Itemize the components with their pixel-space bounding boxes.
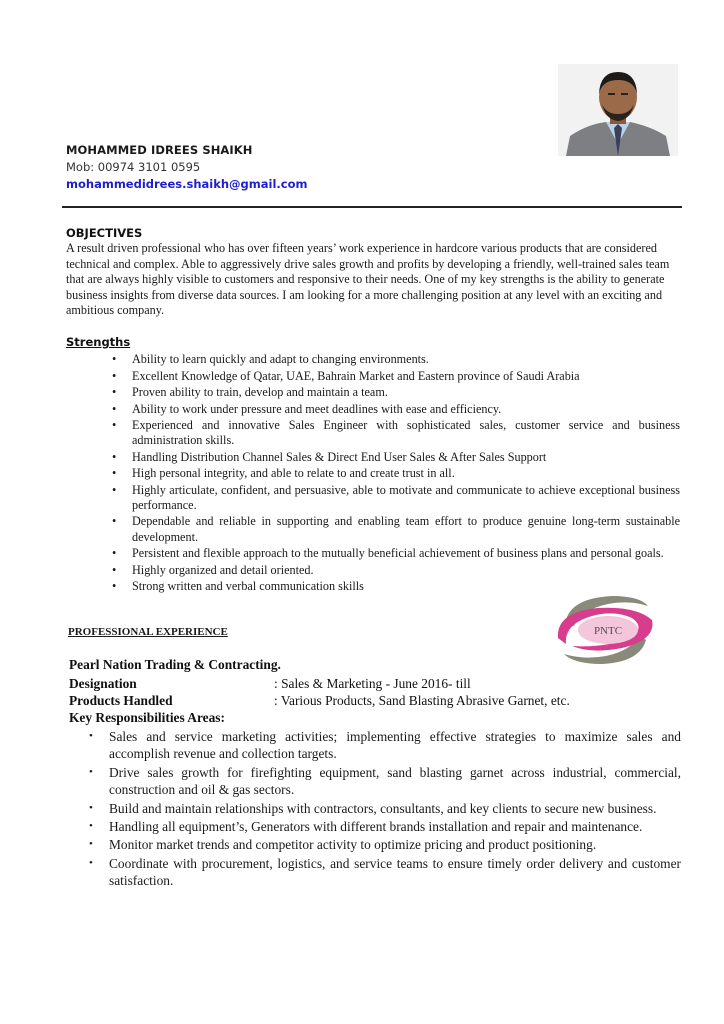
email-link[interactable]: mohammedidrees.shaikh@gmail.com <box>66 177 308 191</box>
strengths-list <box>112 352 680 596</box>
candidate-name: MOHAMMED IDREES SHAIKH <box>66 143 253 157</box>
responsibility-item: • Coordinate with procurement, logistics, and service teams to ensure timely order delivery and customer satisfaction. <box>89 855 681 890</box>
strength-item: • Handling Distribution Channel Sales & Direct End User Sales & After Sales Support <box>112 450 680 465</box>
company-name: Pearl Nation Trading & Contracting. <box>69 657 281 672</box>
designation-row <box>69 675 471 693</box>
products-row <box>69 692 570 710</box>
strength-item: • Strong written and verbal communication skills <box>112 579 680 594</box>
objectives-heading: OBJECTIVES <box>66 226 143 240</box>
experience-heading: PROFESSIONAL EXPERIENCE <box>68 626 228 638</box>
person-photo-icon <box>558 64 678 156</box>
responsibility-item: • Drive sales growth for firefighting equipment, sand blasting garnet across industrial, commercial, construction and oil & gas sectors. <box>89 764 681 799</box>
responsibility-item: • Sales and service marketing activities; implementing effective strategies to maximize sales and accomplish revenue and collection targets. <box>89 728 681 763</box>
profile-photo <box>558 64 678 156</box>
strength-item: • Proven ability to train, develop and maintain a team. <box>112 385 680 400</box>
strength-item: • Highly organized and detail oriented. <box>112 563 680 578</box>
strength-item: • High personal integrity, and able to relate to and create trust in all. <box>112 466 680 481</box>
logo-text: PNTC <box>593 625 623 637</box>
contact-header <box>66 142 307 193</box>
responsibilities-heading: Key Responsibilities Areas: <box>69 710 225 725</box>
company-logo <box>552 590 660 670</box>
pntc-logo-icon <box>552 590 660 670</box>
responsibilities-list <box>89 728 681 891</box>
strength-item: • Highly articulate, confident, and persuasive, able to motivate and communicate to achieve exceptional business performance. <box>112 483 680 513</box>
strength-item: • Ability to work under pressure and meet deadlines with ease and efficiency. <box>112 402 680 417</box>
designation-label: Designation <box>69 676 137 691</box>
strengths-heading: Strengths <box>66 335 131 349</box>
responsibility-item: • Monitor market trends and competitor activity to optimize pricing and product positioning. <box>89 836 681 853</box>
responsibility-item: • Handling all equipment’s, Generators with different brands installation and repair and maintenance. <box>89 818 681 835</box>
responsibility-item: • Build and maintain relationships with contractors, consultants, and key clients to secure new business. <box>89 800 681 817</box>
products-value: : Various Products, Sand Blasting Abrasive Garnet, etc. <box>274 693 570 708</box>
strength-item: • Ability to learn quickly and adapt to changing environments. <box>112 352 680 367</box>
strength-item: • Dependable and reliable in supporting and enabling team effort to produce genuine long-term sustainable development. <box>112 514 680 544</box>
mobile-number: Mob: 00974 3101 0595 <box>66 160 201 174</box>
strength-item: • Experienced and innovative Sales Engineer with sophisticated sales, customer service and business administration skills. <box>112 418 680 448</box>
strength-item: • Excellent Knowledge of Qatar, UAE, Bahrain Market and Eastern province of Saudi Arabia <box>112 369 680 384</box>
designation-value: : Sales & Marketing - June 2016- till <box>274 676 471 691</box>
products-label: Products Handled <box>69 693 173 708</box>
objectives-text: A result driven professional who has over fifteen years’ work experience in hardcore various products that are considered technical and complex. Able to aggressively drive sales growth and profits by developing a friendly, well-trained sales team that are always highly visible to customers and responsive to their needs. One of my key strengths is the ability to generate business insights from diverse data sources. I am looking for a more challenging position at any level with an exciting and ambitious company. <box>66 241 670 317</box>
header-divider <box>62 206 682 208</box>
strength-item: • Persistent and flexible approach to the mutually beneficial achievement of business plans and personal goals. <box>112 546 680 561</box>
